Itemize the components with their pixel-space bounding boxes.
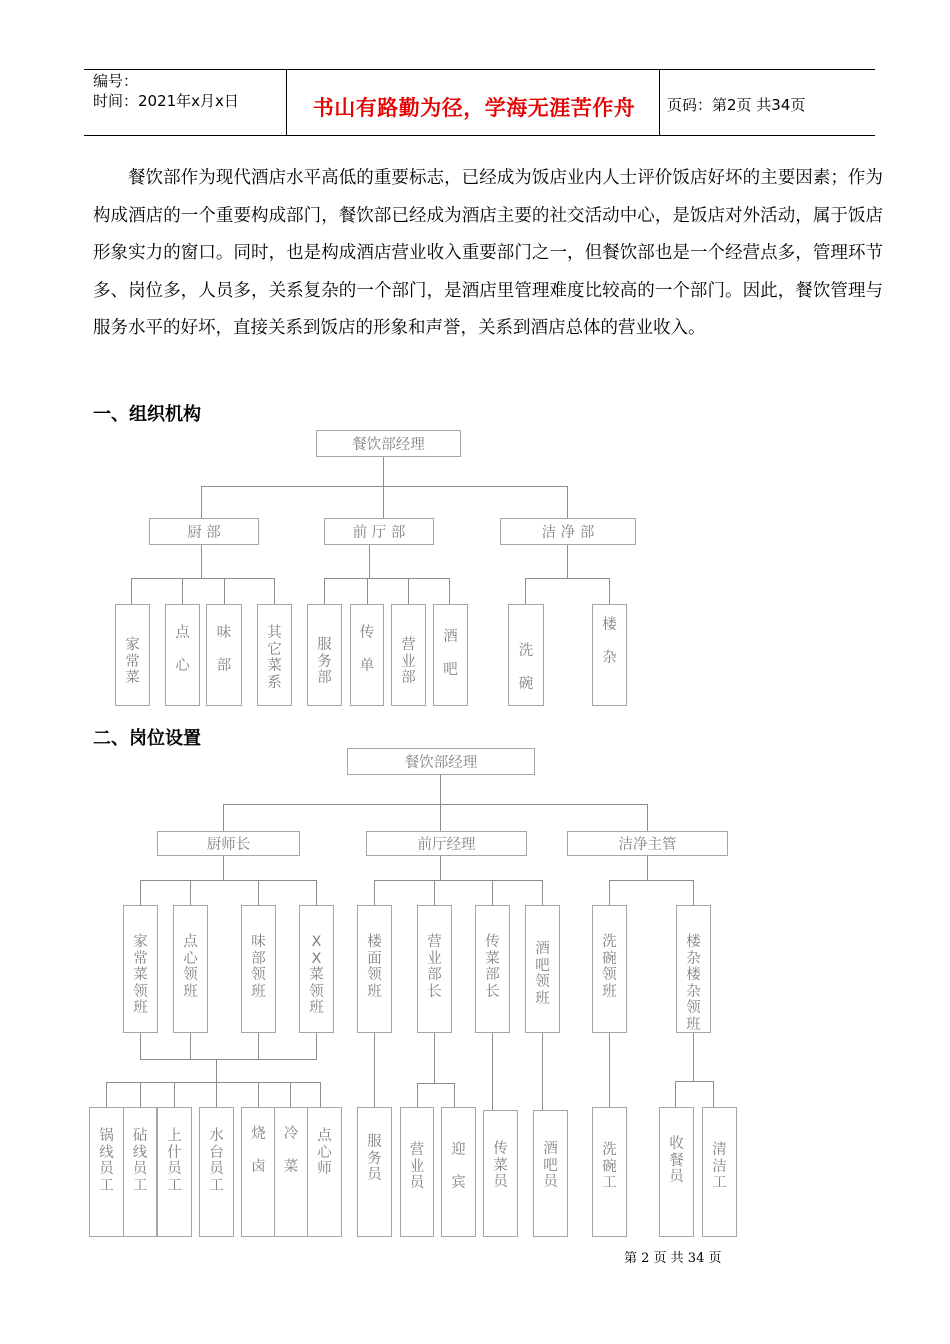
- intro-paragraph: 餐饮部作为现代酒店水平高低的重要标志，已经成为饭店业内人士评价饭店好坏的主要因素；作为构成酒店的一个重要构成部门，餐饮部已经成为酒店主要的社交活动中心，是饭店对外活动，属于饭店形象实力的窗口。同时，也是构成酒店营业收入重要部门之一，但餐饮部也是一个经营点多，管理环节多、岗位多，人员多，关系复杂的一个部门，是酒店里管理难度比较高的一个部门。因此，餐饮管理与服务水平的好坏，直接关系到饭店的形象和声誉，关系到酒店总体的营业收入。: [93, 168, 883, 338]
- connector: [609, 578, 610, 604]
- connector: [190, 880, 191, 906]
- connector: [324, 578, 450, 579]
- connector: [454, 1083, 455, 1108]
- connector: [440, 855, 441, 881]
- staff-wok-box: [89, 1107, 124, 1237]
- staff-plating-box: [157, 1107, 192, 1237]
- connector: [106, 1082, 321, 1083]
- lead-floor-box: [357, 905, 392, 1033]
- staff-greeter-box: [441, 1107, 476, 1237]
- manager-head-chef-box: 厨师长: [157, 831, 300, 856]
- lead-dim-sum-box: [173, 905, 208, 1033]
- connector: [440, 804, 441, 832]
- lead-label: 点 心 领 班: [183, 934, 198, 1000]
- unit-label: 其 它 菜 系: [267, 625, 282, 691]
- staff-sales-box: [400, 1107, 434, 1237]
- staff-label: 酒 吧 员: [543, 1141, 558, 1190]
- connector: [440, 774, 441, 804]
- unit-dim-sum-box: [165, 604, 200, 706]
- connector: [492, 1032, 493, 1110]
- unit-flavor-box: [206, 604, 242, 706]
- connector: [258, 1032, 259, 1060]
- unit-label: 家 常 菜: [125, 637, 140, 686]
- unit-label: 洗 碗: [518, 643, 534, 692]
- connector: [140, 1082, 141, 1108]
- connector: [320, 1082, 321, 1108]
- lead-sales-head-box: [417, 905, 452, 1033]
- page-footer: 第 2 页 共 34 页: [624, 1251, 722, 1266]
- connector: [374, 880, 375, 906]
- connector: [647, 804, 648, 832]
- staff-cleaner-box: [702, 1107, 737, 1237]
- staff-label: 上 什 员 工: [167, 1128, 182, 1194]
- connector: [201, 486, 568, 487]
- connector: [316, 880, 317, 906]
- lead-label: 味 部 领 班: [251, 934, 266, 1000]
- unit-dishwashing-box: [508, 604, 544, 706]
- connector: [449, 578, 450, 604]
- time-label: 时间：2021年x月x日: [93, 92, 239, 110]
- connector: [369, 544, 370, 579]
- dept-cleaning-box: 洁 净 部: [500, 518, 636, 545]
- connector: [383, 456, 384, 486]
- connector: [609, 1032, 610, 1108]
- staff-label: 营 业 员: [409, 1142, 425, 1191]
- connector: [693, 1032, 694, 1082]
- staff-label: 传 菜 员: [493, 1141, 508, 1190]
- lead-label: 楼 面 领 班: [367, 934, 382, 1000]
- unit-label: 服 务 部: [317, 637, 332, 686]
- connector: [567, 544, 568, 579]
- connector: [434, 880, 435, 906]
- staff-bartender-box: [533, 1110, 568, 1237]
- section1-heading: 一、组织机构: [93, 404, 201, 425]
- unit-label: 营 业 部: [401, 637, 416, 686]
- staff-label: 洗 碗 工: [602, 1142, 617, 1191]
- connector: [274, 578, 275, 604]
- lead-utility-box: [676, 905, 711, 1033]
- connector: [140, 1032, 141, 1060]
- unit-order-pass-box: [350, 604, 384, 706]
- connector: [223, 855, 224, 881]
- staff-cutting-box: [123, 1107, 157, 1237]
- connector: [525, 578, 610, 579]
- page-info: 页码：第2页 共34页: [667, 96, 806, 114]
- staff-label: 水 台 员 工: [209, 1128, 224, 1194]
- lead-serving-head-box: [475, 905, 510, 1033]
- connector: [408, 578, 409, 604]
- header-divider-right: [659, 69, 660, 136]
- lead-label: 酒 吧 领 班: [535, 941, 550, 1007]
- unit-label: 酒 吧: [443, 629, 458, 678]
- staff-runner-box: [483, 1110, 518, 1237]
- connector: [675, 1081, 714, 1082]
- connector: [223, 804, 224, 832]
- connector: [140, 1059, 317, 1060]
- staff-label: 冷 菜: [283, 1126, 299, 1175]
- connector: [201, 544, 202, 579]
- lead-label: 家 常 菜 领 班: [133, 934, 148, 1016]
- staff-label: 烧 卤: [251, 1126, 266, 1175]
- connector: [434, 1032, 435, 1084]
- connector: [525, 578, 526, 604]
- connector: [675, 1081, 676, 1108]
- connector: [182, 578, 183, 604]
- connector: [140, 880, 141, 906]
- connector: [223, 804, 648, 805]
- connector: [417, 1083, 455, 1084]
- staff-cold-dish-box: [274, 1107, 308, 1237]
- manager-front-hall-box: 前厅经理: [366, 831, 527, 856]
- unit-label: 楼 杂: [602, 617, 617, 666]
- staff-label: 清 洁 工: [712, 1142, 727, 1191]
- connector: [693, 880, 694, 906]
- staff-label: 迎 宾: [451, 1142, 466, 1191]
- connector: [324, 578, 325, 604]
- staff-label: 点 心 师: [317, 1128, 332, 1177]
- staff-water-station-box: [199, 1107, 234, 1237]
- unit-bar-box: [433, 604, 468, 706]
- header-divider-left: [286, 69, 287, 136]
- connector: [201, 486, 202, 518]
- connector: [131, 578, 275, 579]
- lead-label: 楼 杂 楼 杂 领 班: [686, 934, 701, 1033]
- org-root-box: 餐饮部经理: [316, 430, 461, 457]
- lead-home-dish-box: [123, 905, 158, 1033]
- manager-cleaning-box: 洁净主管: [567, 831, 728, 856]
- staff-roast-box: [241, 1107, 276, 1237]
- staff-label: 收 餐 员: [669, 1136, 684, 1185]
- connector: [374, 1032, 375, 1108]
- lead-label: 传 菜 部 长: [485, 934, 500, 1000]
- connector: [290, 1082, 291, 1108]
- staff-label: 砧 线 员 工: [132, 1128, 148, 1194]
- connector: [609, 880, 610, 906]
- connector: [367, 578, 368, 604]
- connector: [224, 578, 225, 604]
- connector: [417, 1083, 418, 1108]
- connector: [647, 855, 648, 881]
- staff-pastry-chef-box: [307, 1107, 342, 1237]
- unit-utility-box: [592, 604, 627, 706]
- unit-label: 点 心: [175, 625, 190, 674]
- lead-flavor-box: [241, 905, 276, 1033]
- connector: [542, 880, 543, 906]
- staff-waiter-box: [357, 1107, 392, 1237]
- connector: [713, 1081, 714, 1108]
- connector: [258, 1082, 259, 1108]
- connector: [131, 578, 132, 604]
- lead-label: 营 业 部 长: [427, 934, 442, 1000]
- dept-front-hall-box: 前 厅 部: [324, 518, 434, 545]
- connector: [316, 1032, 317, 1060]
- lead-dishwashing-box: [592, 905, 627, 1033]
- connector: [542, 1032, 543, 1110]
- unit-label: 味 部: [216, 625, 232, 674]
- connector: [106, 1082, 107, 1108]
- motto-text: 书山有路勤为径，学海无涯苦作舟: [312, 96, 636, 120]
- unit-other-cuisine-box: [257, 604, 292, 706]
- lead-bar-box: [525, 905, 560, 1033]
- staff-label: 锅 线 员 工: [99, 1128, 114, 1194]
- header-top-border: [84, 69, 875, 70]
- lead-label: X X 菜 领 班: [309, 934, 324, 1016]
- position-root-box: 餐饮部经理: [347, 748, 535, 775]
- connector: [190, 1032, 191, 1060]
- section2-heading: 二、岗位设置: [93, 728, 201, 749]
- connector: [216, 1059, 217, 1083]
- connector: [492, 880, 493, 906]
- unit-service-box: [307, 604, 342, 706]
- connector: [174, 1082, 175, 1108]
- staff-busser-box: [659, 1107, 694, 1237]
- unit-label: 传 单: [359, 625, 375, 674]
- unit-sales-box: [391, 604, 426, 706]
- connector: [258, 880, 259, 906]
- unit-home-dish-box: [115, 604, 150, 706]
- connector: [567, 486, 568, 518]
- connector: [383, 486, 384, 518]
- connector: [140, 880, 317, 881]
- dept-kitchen-box: 厨 部: [149, 518, 259, 545]
- lead-xx-dish-box: [299, 905, 334, 1033]
- serial-label: 编号：: [93, 72, 139, 90]
- connector: [374, 880, 543, 881]
- connector: [609, 880, 694, 881]
- staff-label: 服 务 员: [367, 1134, 382, 1183]
- connector: [216, 1082, 217, 1108]
- lead-label: 洗 碗 领 班: [602, 934, 617, 1000]
- staff-dishwasher-box: [592, 1107, 627, 1237]
- header-bottom-border: [84, 135, 875, 136]
